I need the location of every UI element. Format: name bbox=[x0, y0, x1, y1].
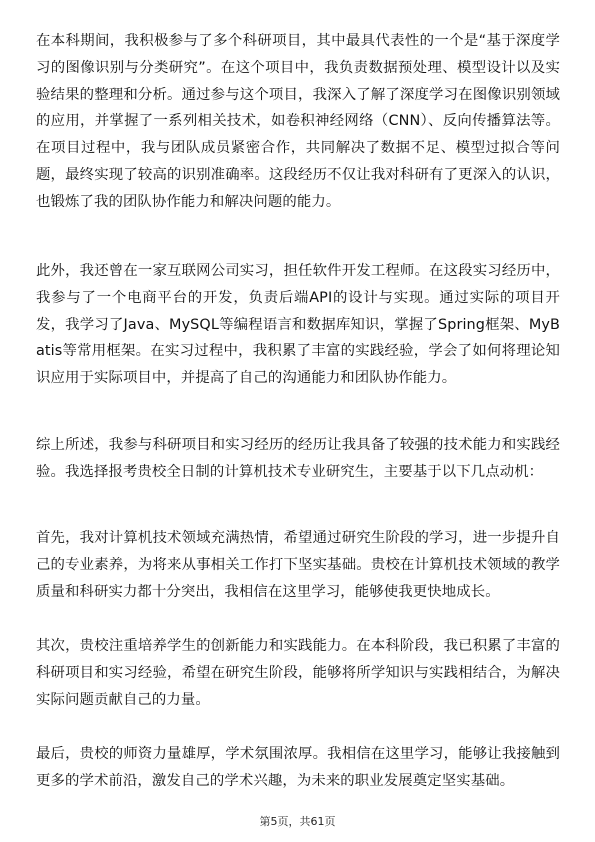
paragraph-motivation-second: 其次，贵校注重培养学生的创新能力和实践能力。在本科阶段，我已积累了丰富的科研项目和实习经验，希望在研究生阶段，能够将所学知识与实践相结合，为解决实际问题贡献自己的力量。 bbox=[36, 638, 560, 708]
paragraph-summary: 综上所述，我参与科研项目和实习经历的经历让我具备了较强的技术能力和实践经验。我选择报考贵校全日制的计算机技术专业研究生，主要基于以下几点动机： bbox=[36, 437, 560, 480]
paragraph-motivation-last: 最后，贵校的师资力量雄厚，学术氛围浓厚。我相信在这里学习，能够让我接触到更多的学术前沿，激发自己的学术兴趣，为未来的职业发展奠定坚实基础。 bbox=[36, 746, 560, 789]
paragraph-internship: 此外，我还曾在一家互联网公司实习，担任软件开发工程师。在这段实习经历中，我参与了一个电商平台的开发，负责后端API的设计与实现。通过实际的项目开发，我学习了Java、MySQL等编程语言和数据库知识，掌握了Spring框架、MyBatis等常用框架。在实习过程中，我积累了丰富的实践经验，学会了如何将理论知识应用于实际项目中，并提高了自己的沟通能力和团队协作能力。 bbox=[36, 263, 560, 387]
paragraph-motivation-first: 首先，我对计算机技术领域充满热情，希望通过研究生阶段的学习，进一步提升自己的专业素养，为将来从事相关工作打下坚实基础。贵校在计算机技术领域的教学质量和科研实力都十分突出，我相信在这里学习，能够使我更快地成长。 bbox=[36, 530, 560, 600]
page-number: 第5页，共61页 bbox=[259, 815, 336, 828]
paragraph-research-project: 在本科期间，我积极参与了多个科研项目，其中最具代表性的一个是“基于深度学习的图像识别与分类研究”。在这个项目中，我负责数据预处理、模型设计以及实验结果的整理和分析。通过参与这个项目，我深入了解了深度学习在图像识别领域的应用，并掌握了一系列相关技术，如卷积神经网络（CNN）、反向传播算法等。在项目过程中，我与团队成员紧密合作，共同解决了数据不足、模型过拟合等问题，最终实现了较高的识别准确率。这段经历不仅让我对科研有了更深入的认识，也锻炼了我的团队协作能力和解决问题的能力。 bbox=[36, 33, 560, 210]
